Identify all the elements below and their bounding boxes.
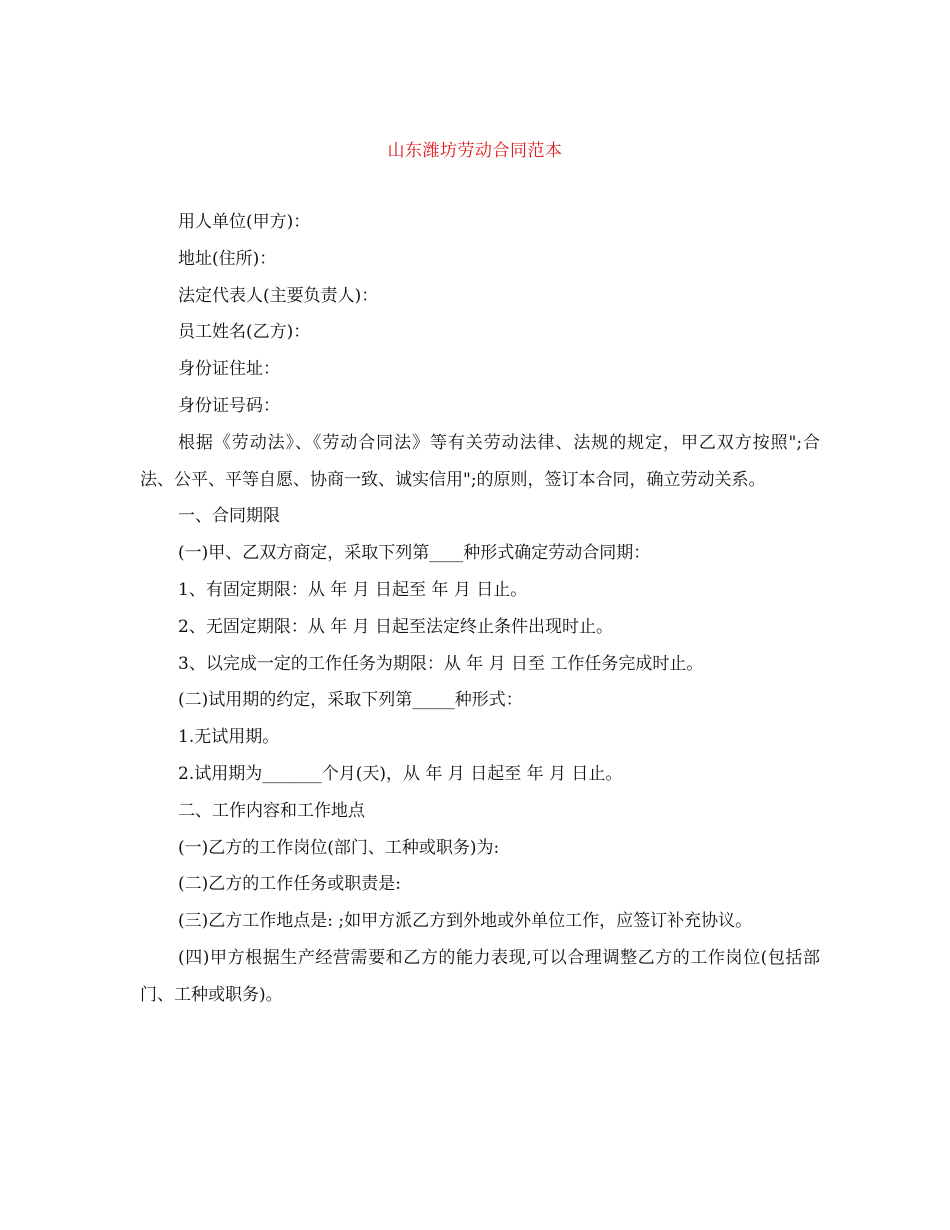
clause-no-probation: 1.无试用期。 [178, 727, 280, 748]
clause-work-position: (一)乙方的工作岗位(部门、工种或职务)为: [178, 837, 500, 858]
clause-work-location: (三)乙方工作地点是: ;如甲方派乙方到外地或外单位工作，应签订补充协议。 [178, 911, 753, 932]
field-id-number: 身份证号码： [178, 395, 280, 416]
clause-term-form: (一)甲、乙双方商定，采取下列第____种形式确定劳动合同期： [178, 543, 651, 564]
clause-probation-form: (二)试用期的约定，采取下列第_____种形式： [178, 690, 523, 711]
clause-fixed-term: 1、有固定期限：从 年 月 日起至 年 月 日止。 [178, 579, 528, 600]
field-id-address: 身份证住址： [178, 359, 280, 380]
clause-task-term: 3、以完成一定的工作任务为期限：从 年 月 日至 工作任务完成时止。 [178, 653, 704, 674]
field-address: 地址(住所)： [178, 248, 277, 269]
document-title: 山东潍坊劳动合同范本 [387, 141, 563, 161]
clause-work-duties: (二)乙方的工作任务或职责是: [178, 874, 401, 895]
clause-open-term: 2、无固定期限：从 年 月 日起至法定终止条件出现时止。 [178, 616, 614, 637]
clause-position-adjustment: (四)甲方根据生产经营需要和乙方的能力表现,可以合理调整乙方的工作岗位(包括部门、工种或职务)。 [140, 947, 820, 1005]
preamble-paragraph: 根据《劳动法》、《劳动合同法》等有关劳动法律、法规的规定，甲乙双方按照";合法、公平、平等自愿、协商一致、诚实信用";的原则，签订本合同，确立劳动关系。 [140, 432, 820, 490]
clause-probation-period: 2.试用期为_______个月(天)，从 年 月 日起至 年 月 日止。 [178, 763, 623, 784]
document-body [140, 204, 820, 1014]
field-legal-representative: 法定代表人(主要负责人)： [178, 285, 379, 306]
section-heading-contract-term: 一、合同期限 [178, 506, 280, 527]
field-employee-name: 员工姓名(乙方)： [178, 322, 311, 343]
section-heading-work-content: 二、工作内容和工作地点 [178, 800, 365, 821]
field-employer: 用人单位(甲方)： [178, 212, 311, 232]
